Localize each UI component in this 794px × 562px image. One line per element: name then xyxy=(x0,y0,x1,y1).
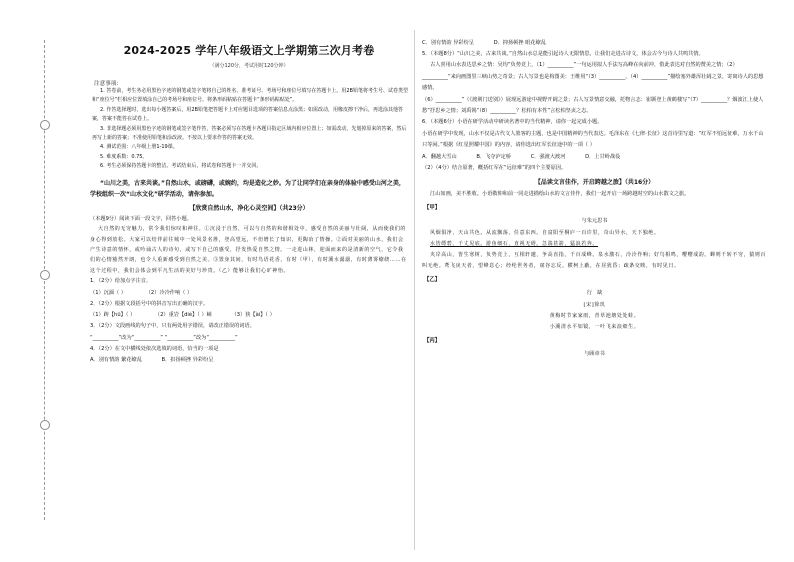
q4-option[interactable]: C．别有情韵 异彩纷呈 xyxy=(422,40,474,46)
binding-line xyxy=(44,40,45,520)
q6-option[interactable]: B．飞夺泸定桥 xyxy=(476,153,512,160)
left-column xyxy=(90,0,408,562)
binding-hole xyxy=(40,270,50,280)
notes-heading: 注意事项： xyxy=(94,81,122,87)
passage-1-paragraph xyxy=(422,239,767,250)
question-1-items xyxy=(90,288,408,299)
question-6-part-2: （2）（4分）结合原著，概括红军在“远征难”的四个主要原因。 xyxy=(422,164,567,171)
note-item: 5. 难度系数：0.75。 xyxy=(100,153,148,160)
question-4: 4．（2分）在文中横线处依次选填的词语，恰当的一项是 xyxy=(90,345,219,352)
question-6: 6．（本题6分）小语在研学活动中研读名著中的当代精神，请你一起完成小题。 xyxy=(422,119,603,126)
question-4-options-cont xyxy=(422,38,767,49)
right-column xyxy=(422,0,767,562)
q6-option[interactable]: D．上甘岭战役 xyxy=(585,153,621,160)
binding-hole xyxy=(40,420,50,430)
binding-margin xyxy=(0,0,60,562)
passage-3-title: 与顾章书 xyxy=(584,351,605,358)
question-3: 3．（2分）文段画线的句子中，只有两处用字错误，请改正错误的词语。 xyxy=(90,323,255,330)
note-item: 2. 作答选择题时，选出每小题答案后，用2B铅笔把答题卡上对应题目选项的答案信息点涂黑；如需改动，用橡皮擦干净后，再选涂其他答案，答案不能答在试卷上。 xyxy=(92,106,403,123)
passage-tag-yi: 【乙】 xyxy=(424,277,441,284)
q4-option[interactable]: B．扣扬顿挫 异彩纷呈 xyxy=(161,357,214,364)
q4-option[interactable]: D．抑扬顿挫 眼花缭乱 xyxy=(493,40,546,46)
passage-2-author: [宋]徐玑 xyxy=(583,302,606,309)
q2-item[interactable]: （2）重岩【dié】（ ）嶂 xyxy=(154,312,212,319)
note-item: 1. 答卷前，考生务必用黑色字迹的钢笔或签字笔将自己的姓名、准考证号、考场号和座位号填写在答题卡上。用2B铅笔将考生号、试卷类型和“座位号”栏相应位置填涂自己的考场号和座位号。将条形码粘贴在答题卡“条形码粘贴处”。 xyxy=(92,88,408,104)
page-title: 2024-2025 学年八年级语文上学期第三次月考卷 xyxy=(123,44,375,57)
column-divider xyxy=(414,30,415,550)
section-2-intro: 江山如画，美不胜收。小语敬仰和前一同走进描绘山水的文言佳作，我们一起开启一场跨越时空的山水散文之旅。 xyxy=(430,191,690,198)
passage-tag-jia: 【甲】 xyxy=(424,205,441,212)
note-item: 3. 非选择题必须用黑色字迹的钢笔或签字笔作答，答案必须写在答题卡各题目指定区域内相应位置上；如需改动，先划掉原来的答案，然后再写上新的答案；不准使用铅笔和涂改液。不按以上要求作答的答案无效。 xyxy=(92,125,407,142)
section-heading: 【品读文言佳作，开启跨越之旅】（共16分） xyxy=(534,179,655,187)
q2-item[interactable]: （1）踌【hū】（ ） xyxy=(90,312,136,319)
page-subtitle: （满分120分，考试用时120分钟） xyxy=(209,63,289,69)
question-6-text: 小语在研学中发现，山水不仅是古代文人墨客的主题，也是中国精神的当代表达。毛泽东在《七律·长征》这首诗里写道：“红军不怕远征难，万水千山只等闲。”根据《红星照耀中国》的内容，请你选出红军长征途中的一项（ ） xyxy=(422,130,764,149)
passage-2-line: 黄梅时节家家雨，青草池塘处处蛙。 xyxy=(549,313,640,320)
question-4-options xyxy=(90,355,408,366)
underlined-text: 水皆缥碧，千丈见底。游鱼细石，直视无碍。急湍甚箭，猛浪若奔。 xyxy=(430,241,599,248)
q1-item[interactable]: （1）沉湎（ ） xyxy=(90,289,127,296)
q1-item[interactable]: （2）冷冷作响（ ） xyxy=(145,289,193,296)
question-3-answer-line[interactable]: “__________”改为“__________” “__________”改为“__________” xyxy=(90,334,238,341)
section-heading: 【欣赏自然山水，净化心灵空间】（共23分） xyxy=(189,204,309,212)
passage-2-title: 行 缺 xyxy=(586,290,603,297)
passage-2-line: 小溪清水平如镜，一叶飞来浪细生。 xyxy=(549,324,640,331)
intro-text: “山川之美，古来共谈。”自然山水，或磅礴，或婉约，均是造化之妙。为了让同学们在亲身的体验中感受山河之美，学校组织一次“山水文化”研学活动，请你参加。 xyxy=(90,179,405,198)
question-6-options xyxy=(422,152,767,163)
passage-1-paragraph: 风烟俱净，天山共色。从流飘荡，任意东西。自富阳至桐庐一百许里，奇山异水，天下独绝。 xyxy=(430,230,660,237)
question-1: 1．（2分）给加点字注音。 xyxy=(90,278,152,285)
question-2-items xyxy=(90,310,408,321)
passage-tag-bing: 【丙】 xyxy=(424,338,441,345)
question-5: 5．（本题8分）“山川之美，古来共谈。”自然山水总是能引起诗人无限情思，让我们走进古诗文，体会古今与诗人共鸣共情。 xyxy=(422,51,704,57)
passage-1-title: 与朱元思书 xyxy=(581,218,608,225)
q6-option[interactable]: A．翻越大雪山 xyxy=(422,153,457,160)
question-2: 2．（2分）根据文段括号中的拼音写出正确的汉字。 xyxy=(90,300,209,307)
passage-1-paragraph: 夹岸高山，皆生寒树，负势竞上，互相轩邈，争高直指，千百成峰。泉水激石，泠泠作响；好鸟相鸣，嘤嘤成韵。蝉则千转不穷，猿则百叫无绝。鸢飞戾天者，望峰息心；经纶世务者，窥谷忘反。横柯上蔽，在昼犹昏；疏条交映，有时见日。 xyxy=(422,252,767,270)
reading-passage: 大自然的无穷魅力，常令我们惊叹和神往。①沉浸于自然，可以与自然的和谐相处中，感受自然的美丽与壮阔，从而使我们的身心得到放松。大家可以结伴前往城中一处风景名胜，登高望远，不但增长了知识，更陶冶了情操。②面对美丽的山水，我们会产生诗意的情怀，或吟诵古人的诗句，或写下自己的感受，抒发热爱自然之情。一走进山林，迎面而来的是清新的空气，它令我们的心情豁然开朗，也令人重新感受到自然之美。③置身其间，有时鸟语花香，有时（甲），有时溪水潺潺，有时薄雾缭绕……在这个过程中，我们会体会到平凡生活的美好与珍贵。（乙）能够让我们心旷神怡。 xyxy=(90,226,407,274)
task-text: （本题9分）阅读下面一段文字，回答小题。 xyxy=(90,215,192,222)
q6-option[interactable]: C．强渡大渡河 xyxy=(530,153,566,160)
question-5-part-2[interactable]: （6）__________”（《渡荆门送别》）展现远游途中视野开阔之景；古人写景情意交融，托物言志：崔颢登上黄鹤楼写“（7）__________？烟波江上使人愁”抒思乡之情；刘禹锡“（8）__________？松柏有本性”言松柏坚贞之志。 xyxy=(422,96,764,115)
question-5-part-1[interactable]: 古人喜用山水表达思乡之情：吴均“负势竞上，（1）__________”一句运用拟人手法写高峰在向前冲，借此表达对自然的赞美之情；（2）__________“来向画图里三峡山势之奇景；古人写景也是构图美：王维用“（3）__________，（4）__________”描绘塞外雄浑壮阔之景，寄寓诗人的思想感情。 xyxy=(422,62,764,92)
q4-option[interactable]: A．别有情韵 繁花缭乱 xyxy=(90,357,142,364)
binding-hole xyxy=(40,120,50,130)
note-item: 4. 测试范围：八年级上册1-19课。 xyxy=(100,144,178,151)
note-item: 6. 考生必须保持答题卡的整洁。考试结束后，将试卷和答题卡一并交回。 xyxy=(100,163,262,170)
q2-item[interactable]: （3）狭【ài】（ ） xyxy=(231,312,275,319)
